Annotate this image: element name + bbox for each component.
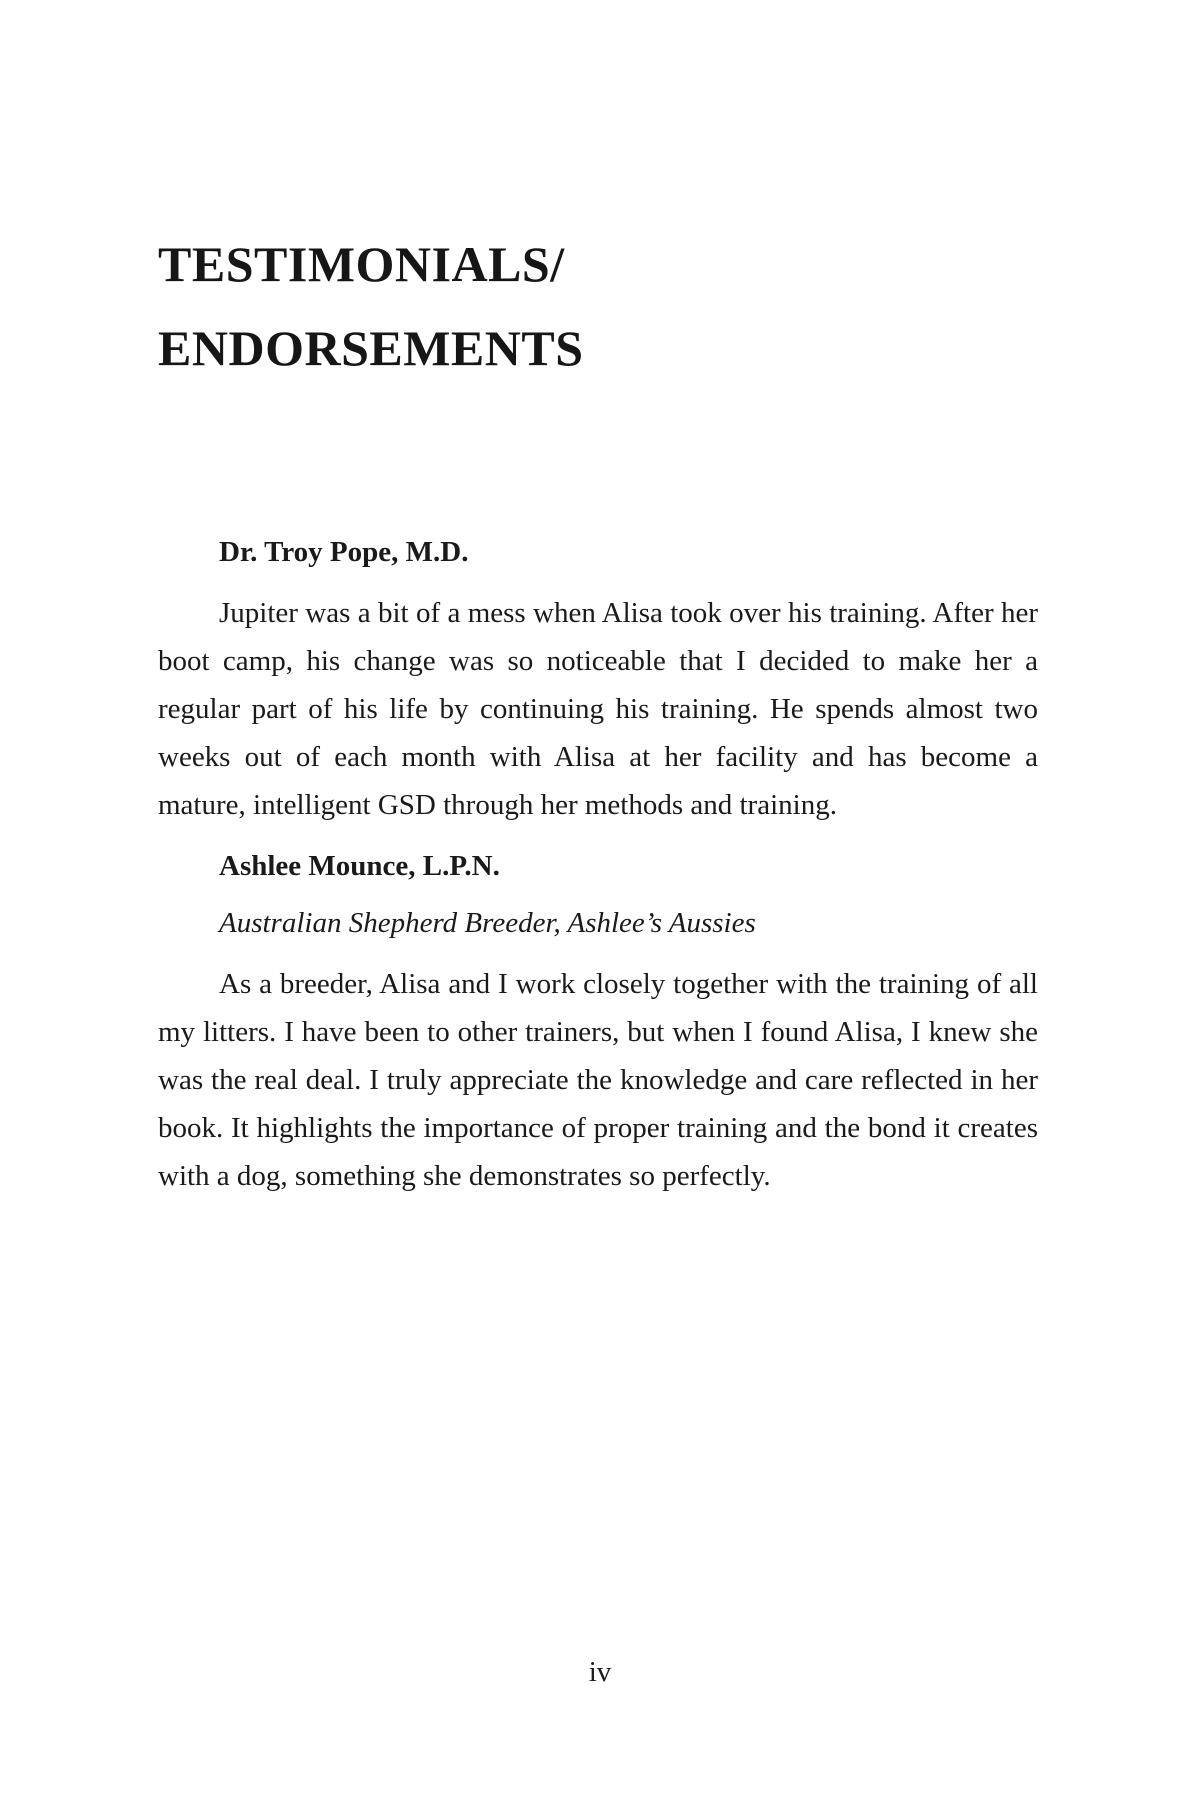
testimonial-author: Dr. Troy Pope, M.D. xyxy=(219,536,469,568)
testimonials-body xyxy=(158,532,1038,1217)
testimonial-affiliation: Australian Shepherd Breeder, Ashlee’s Aussies xyxy=(219,907,756,939)
testimonial-author: Ashlee Mounce, L.P.N. xyxy=(219,850,500,882)
page-title-line-2: ENDORSEMENTS xyxy=(158,320,584,376)
page-number: iv xyxy=(588,1656,612,1688)
testimonial-text: As a breeder, Alisa and I work closely together with the training of all my litters. I have been to other trainers, but when I found Alisa, I knew she was the real deal. I truly appreciate the knowledge and care reflected in her book. It highlights the importance of proper training and the bond it creates with a dog, something she demonstrates so perfectly. xyxy=(158,968,1038,1192)
page-title-line-1: TESTIMONIALS/ xyxy=(158,236,565,292)
testimonial-text: Jupiter was a bit of a mess when Alisa took over his training. After her boot camp, his change was so noticeable that I decided to make her a regular part of his life by continuing his training. He spends almost two weeks out of each month with Alisa at her facility and has become a mature, intelligent GSD through her methods and training. xyxy=(158,597,1038,821)
page-title xyxy=(158,222,1058,390)
